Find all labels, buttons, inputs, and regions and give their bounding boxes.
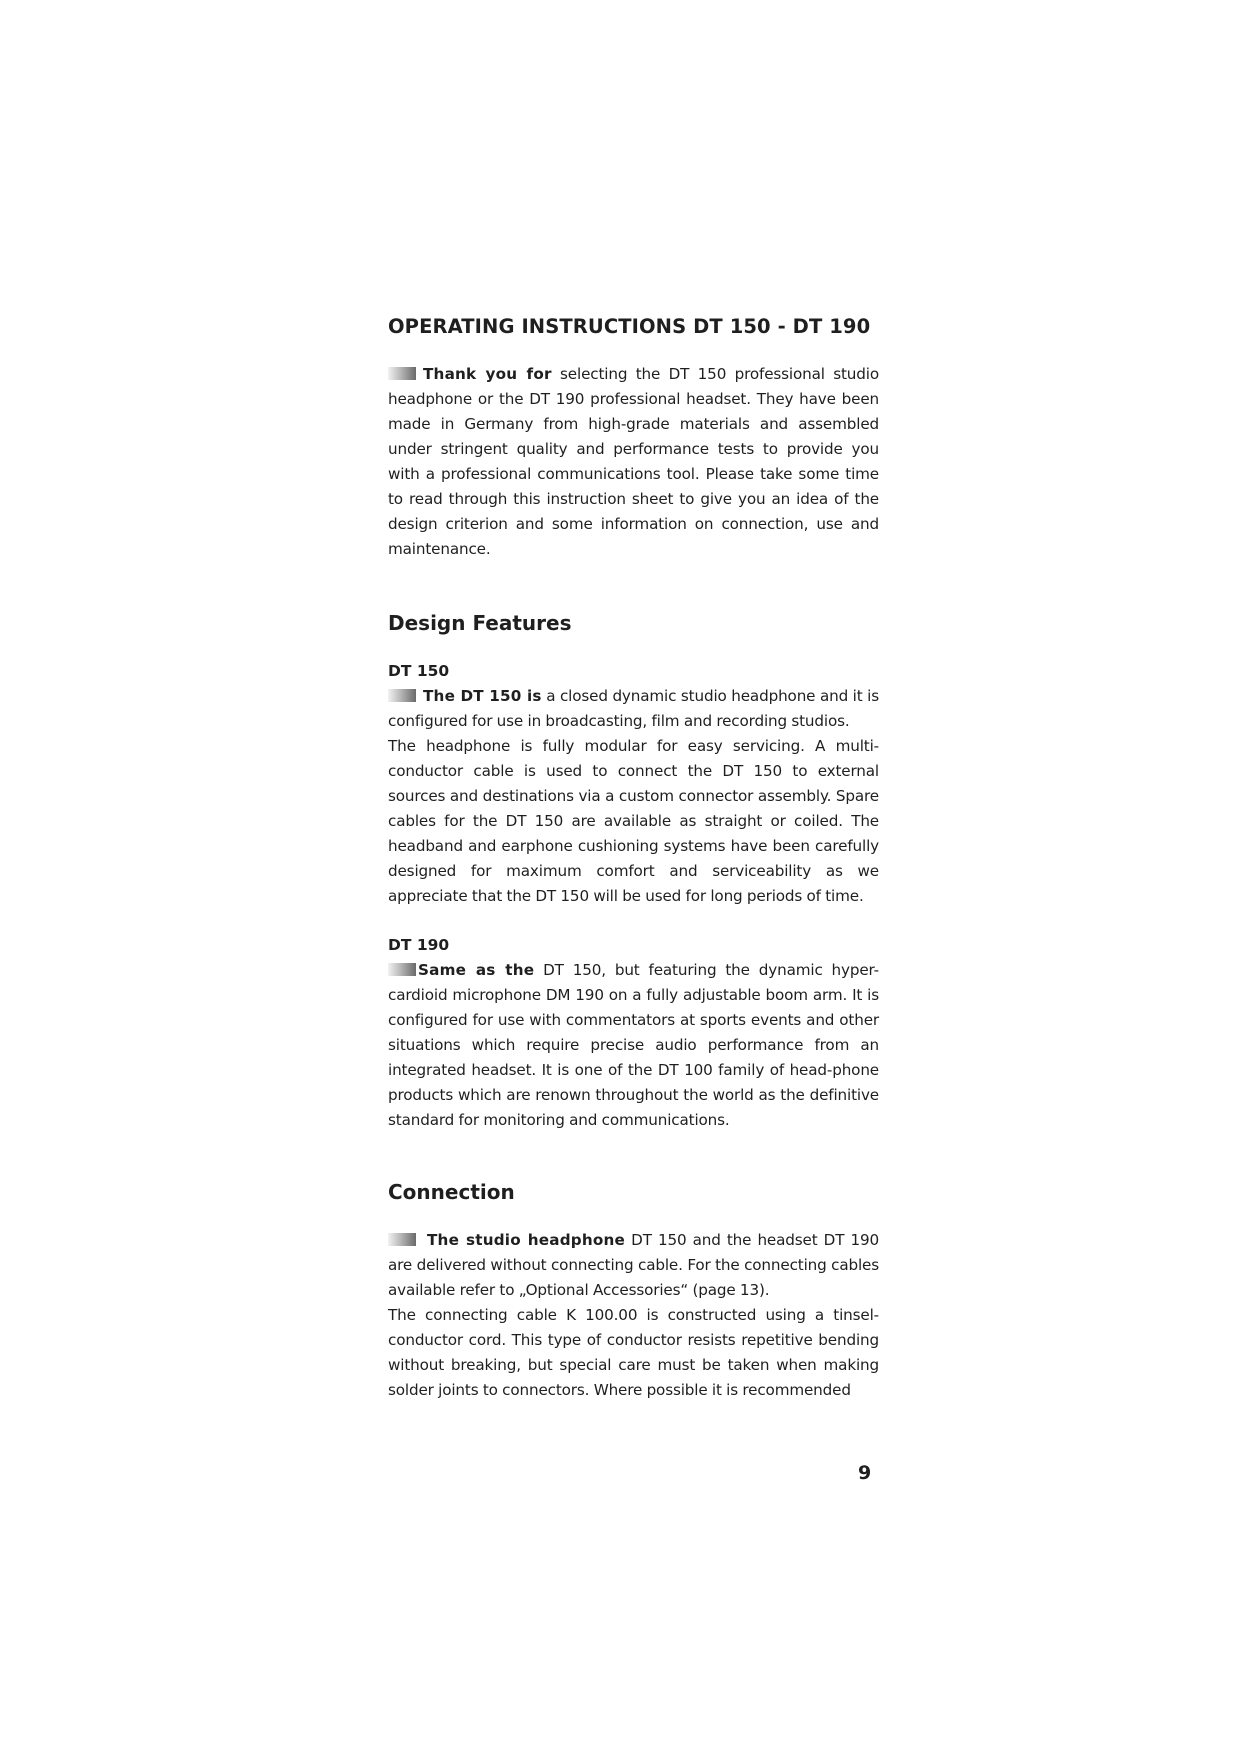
- document-title: OPERATING INSTRUCTIONS DT 150 - DT 190: [388, 315, 871, 338]
- connection-paragraph: [388, 1228, 879, 1303]
- connection-lead: The studio headphone: [427, 1231, 626, 1249]
- connection-paragraph-2: The connecting cable K 100.00 is constructed using a tinsel-conductor cord. This type of conductor resists repetitive bending without breaking, but special care must be taken when making solder joints to connectors. Where possible it is recommended: [388, 1306, 879, 1399]
- dt150-paragraph-2: The headphone is fully modular for easy servicing. A multi-conductor cable is used to connect the DT 150 to external sources and destinations via a custom connector assembly. Spare cables for the DT 150 are available as straight or coiled. The headband and earphone cushioning systems have been carefully designed for maximum comfort and serviceability as we appreciate that the DT 150 will be used for long periods of time.: [388, 737, 879, 905]
- dt190-lead: Same as the: [418, 961, 535, 979]
- intro-text: selecting the DT 150 professional studio headphone or the DT 190 professional headset. They have been made in Germany from high-grade materials and assembled under stringent quality and performance tests to provide you with a professional communications tool. Please take some time to read through this instruction sheet to give you an idea of the design criterion and some information on connection, use and maintenance.: [388, 365, 879, 558]
- dt150-text: a closed dynamic studio headphone and it is configured for use in broadcasting, film and recording studios.: [388, 687, 879, 730]
- dt190-paragraph: [388, 958, 879, 1133]
- intro-paragraph: [388, 362, 879, 562]
- page-number: 9: [858, 1462, 872, 1484]
- document-page: [388, 310, 879, 1403]
- dt150-lead: The DT 150 is: [423, 687, 542, 705]
- connection-heading: Connection: [388, 1180, 515, 1204]
- paragraph-marker-icon: [388, 963, 416, 976]
- design-features-heading: Design Features: [388, 611, 572, 635]
- paragraph-marker-icon: [388, 1233, 416, 1246]
- connection-text: DT 150 and the headset DT 190 are delivered without connecting cable. For the connecting cables available refer to „Optional Accessories“ (page 13).: [388, 1231, 879, 1299]
- dt190-text: DT 150, but featuring the dynamic hyper-cardioid microphone DM 190 on a fully adjustable boom arm. It is configured for use with commentators at sports events and other situations which require precise audio performance from an integrated headset. It is one of the DT 100 family of head-phone products which are renown throughout the world as the definitive standard for monitoring and communications.: [388, 961, 879, 1129]
- dt150-heading: DT 150: [388, 662, 450, 680]
- paragraph-marker-icon: [388, 367, 416, 380]
- intro-lead: Thank you for: [423, 365, 552, 383]
- dt150-paragraph: [388, 684, 879, 734]
- dt190-heading: DT 190: [388, 936, 450, 954]
- paragraph-marker-icon: [388, 689, 416, 702]
